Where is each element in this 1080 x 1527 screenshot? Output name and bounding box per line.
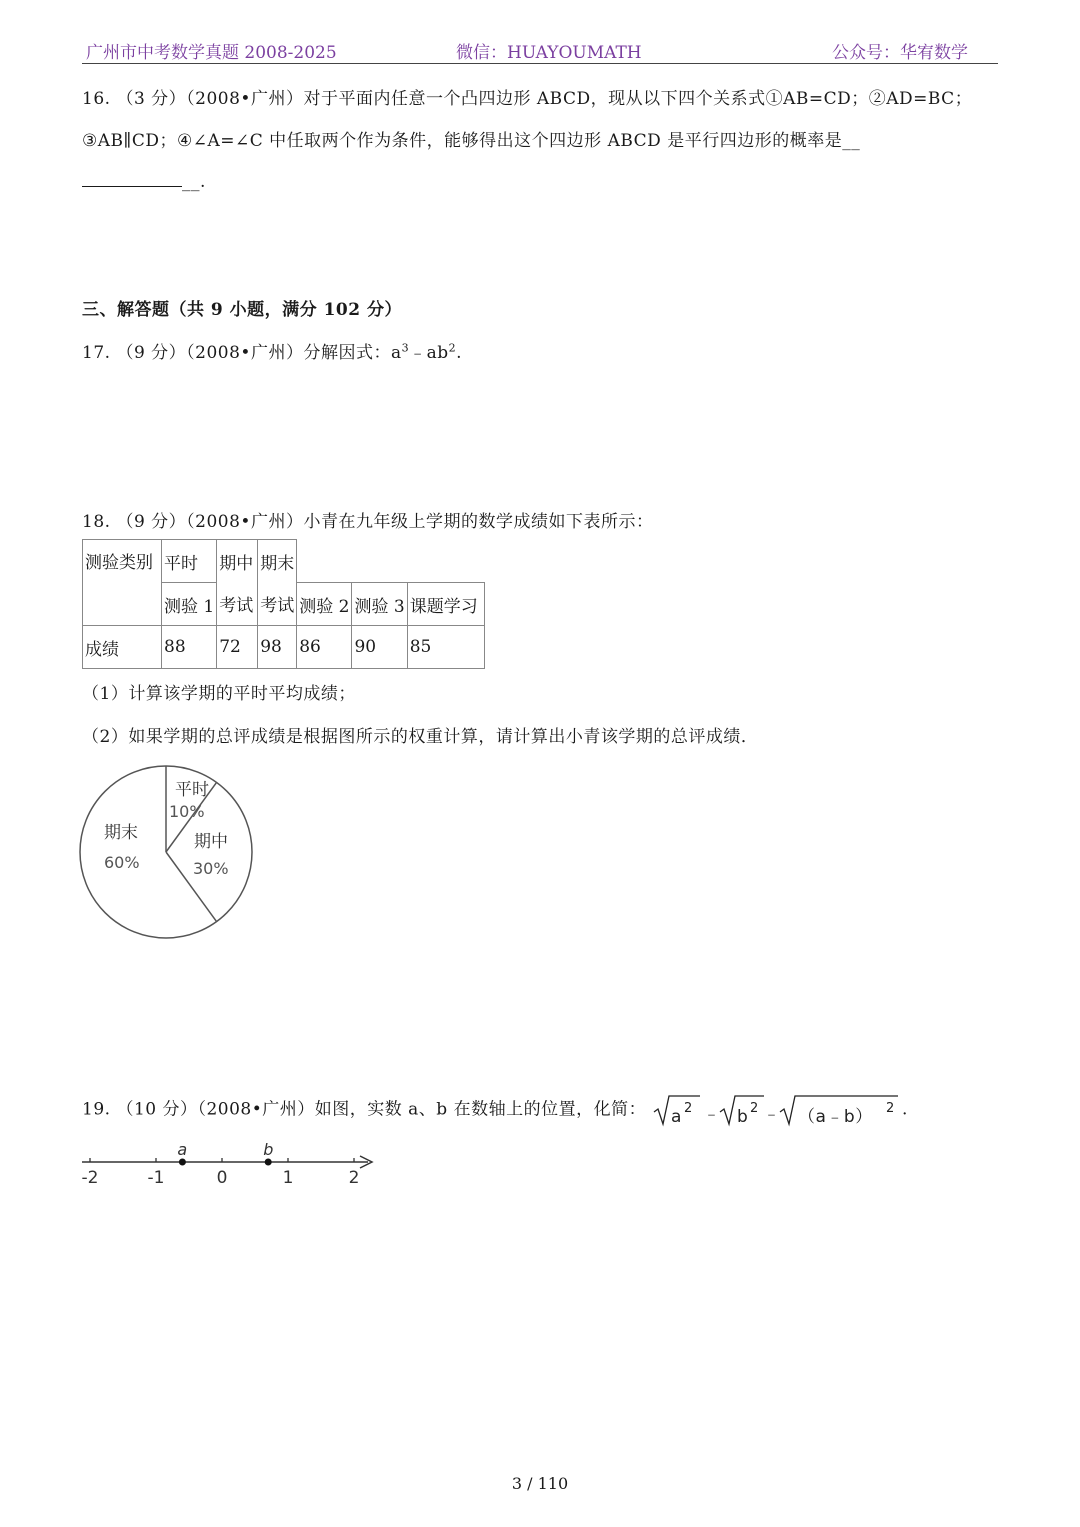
- q19-stem-text: 19. （10 分）（2008•广州）如图，实数 a、b 在数轴上的位置，化简：: [82, 1099, 647, 1120]
- weight-pie-chart: [78, 762, 258, 942]
- q17-stem: [82, 338, 462, 363]
- formula-minus-1: ﹣: [703, 1104, 721, 1124]
- formula-minus-2: ﹣: [763, 1104, 781, 1124]
- pie-pct-final: 60%: [104, 853, 140, 872]
- table-header-test1: 测验 1: [162, 583, 217, 626]
- pie-label-midterm: 期中: [194, 832, 228, 852]
- header-left: 广州市中考数学真题 2008-2025: [86, 43, 337, 63]
- table-header-final: 期末: [258, 540, 297, 583]
- axis-tick-label: 1: [282, 1168, 294, 1188]
- q16-line3: [82, 170, 206, 192]
- q17-exp1: 3: [401, 341, 410, 355]
- q17-end: .: [456, 343, 463, 363]
- number-line: [78, 1138, 388, 1190]
- table-cell: 86: [297, 626, 352, 669]
- section3-title: 三、解答题（共 9 小题，满分 102 分）: [82, 300, 402, 320]
- q18-stem: 18. （9 分）（2008•广州）小青在九年级上学期的数学成绩如下表所示：: [82, 512, 654, 532]
- header-center: 微信：HUAYOUMATH: [456, 43, 642, 63]
- point-b-label: b: [263, 1140, 274, 1159]
- pie-label-regular: 平时: [175, 780, 209, 800]
- table-header-test3: 测验 3: [352, 583, 407, 626]
- header-divider: [82, 63, 998, 64]
- score-table: [82, 539, 485, 669]
- simplify-formula: [652, 1092, 902, 1128]
- axis-tick-label: 2: [348, 1168, 360, 1188]
- table-cell: 85: [407, 626, 484, 669]
- q18-sub2: （2）如果学期的总评成绩是根据图所示的权重计算，请计算出小青该学期的总评成绩．: [82, 727, 759, 747]
- point-a: [179, 1159, 186, 1166]
- formula-term-b: b: [737, 1107, 749, 1127]
- formula-term-a: a: [671, 1107, 682, 1127]
- pie-label-final: 期末: [104, 823, 138, 843]
- point-a-label: a: [177, 1140, 188, 1159]
- q17-exp2: 2: [448, 341, 457, 355]
- formula-term-ab: （a﹣b）: [798, 1107, 873, 1127]
- point-b: [265, 1159, 272, 1166]
- header-right: 公众号：华宥数学: [832, 43, 968, 63]
- table-header-test2: 测验 2: [297, 583, 352, 626]
- formula-exp-ab: 2: [886, 1101, 895, 1116]
- q16-line3-tail: __.: [182, 172, 206, 192]
- table-cell: 90: [352, 626, 407, 669]
- q17-prefix: 17. （9 分）（2008•广州）分解因式：a: [82, 343, 402, 363]
- table-row-label: 成绩: [83, 626, 162, 669]
- q17-mid: ﹣ab: [409, 343, 449, 363]
- q19-stem: [82, 1092, 908, 1128]
- q18-sub1: （1）计算该学期的平时平均成绩；: [82, 684, 356, 704]
- table-header-exam1: 考试: [217, 583, 258, 626]
- table-cell: 72: [217, 626, 258, 669]
- formula-exp-a: 2: [684, 1101, 693, 1116]
- pie-pct-regular: 10%: [169, 802, 205, 821]
- table-header-exam2: 考试: [258, 583, 297, 626]
- table-header-category: 测验类别: [83, 540, 162, 626]
- pie-pct-midterm: 30%: [193, 859, 229, 878]
- table-header-project: 课题学习: [407, 583, 484, 626]
- axis-tick-label: -2: [81, 1168, 99, 1188]
- table-header-midterm: 期中: [217, 540, 258, 583]
- axis-tick-label: -1: [147, 1168, 165, 1188]
- q16-answer-blank: [82, 170, 182, 187]
- table-cell: 98: [258, 626, 297, 669]
- page-number: 3 / 110: [511, 1474, 569, 1493]
- table-header-regular: 平时: [162, 540, 217, 583]
- q19-end: .: [902, 1099, 908, 1120]
- axis-tick-label: 0: [216, 1168, 228, 1188]
- formula-exp-b: 2: [750, 1101, 759, 1116]
- table-cell: 88: [162, 626, 217, 669]
- q16-line1: 16. （3 分）（2008•广州）对于平面内任意一个凸四边形 ABCD，现从以下四个关系式①AB=CD；②AD=BC；: [82, 89, 973, 109]
- q16-line2: ③AB∥CD；④∠A=∠C 中任取两个作为条件，能够得出这个四边形 ABCD 是平行四边形的概率是__: [82, 131, 861, 151]
